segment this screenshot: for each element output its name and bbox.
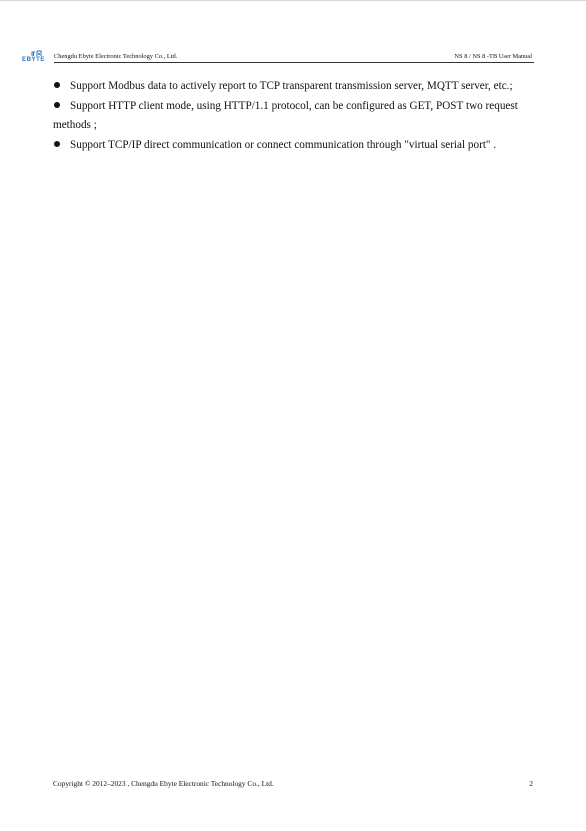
copyright-text: Copyright © 2012–2023 , Chengdu Ebyte Electronic Technology Co., Ltd. [53,779,274,788]
bullet-item-http [53,97,533,136]
header-doc-title: NS 8 / NS 8 -TB User Manual [454,53,532,60]
page-header [22,50,534,66]
bullet-item-modbus [53,77,533,97]
page-content [53,77,533,155]
page-number: 2 [529,779,533,788]
bullet-icon [54,82,60,88]
bullet-item-tcpip [53,136,533,156]
bullet-text: Support TCP/IP direct communication or connect communication through "virtual serial port" . [70,138,497,151]
logo-text: EBYTE [22,57,46,63]
bullet-icon [54,102,60,108]
ebyte-logo [22,50,52,65]
bullet-icon [54,141,60,147]
bullet-text: Support HTTP client mode, using HTTP/1.1 protocol, can be configured as GET, POST two request methods ; [53,99,518,131]
header-divider [54,62,534,63]
page-top-border [0,0,586,1]
page-footer [53,778,533,790]
header-company: Chengdu Ebyte Electronic Technology Co., Ltd. [54,53,178,60]
bullet-text: Support Modbus data to actively report to TCP transparent transmission server, MQTT server, etc.; [70,80,513,92]
ebyte-logo-icon [30,50,44,57]
